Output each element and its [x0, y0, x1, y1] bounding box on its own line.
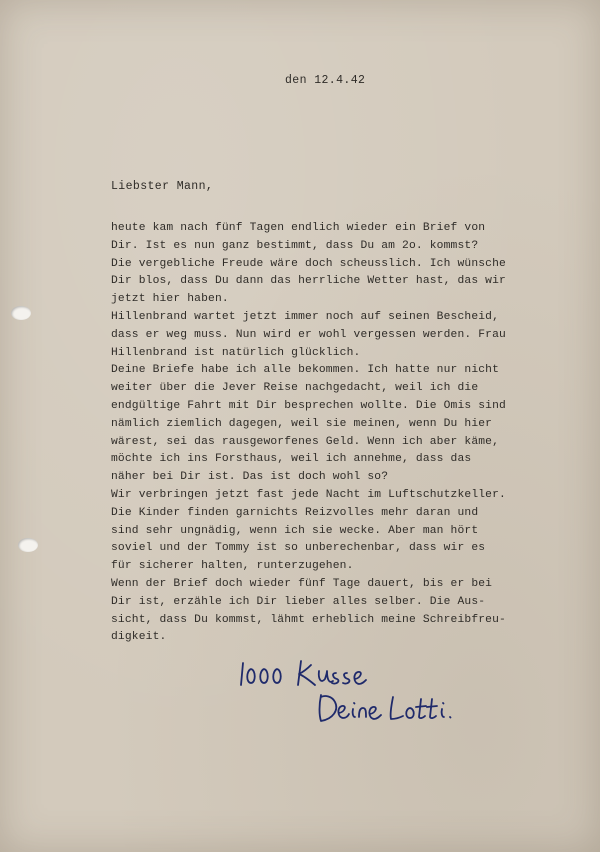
body-line: weiter über die Jever Reise nachgedacht, weil ich die: [111, 382, 479, 395]
body-line: Hillenbrand ist natürlich glücklich.: [111, 346, 361, 359]
body-line: Die vergebliche Freude wäre doch scheusslich. Ich wünsche: [111, 257, 506, 270]
body-line: endgültige Fahrt mit Dir besprechen wollte. Die Omis sind: [111, 399, 506, 412]
body-line: nämlich ziemlich dagegen, weil sie meinen, wenn Du hier: [111, 417, 493, 430]
body-line: Dir ist, erzähle ich Dir lieber alles selber. Die Aus-: [111, 595, 486, 608]
body-line: jetzt hier haben.: [111, 293, 229, 306]
punch-hole-upper: [11, 306, 31, 320]
body-line: Wir verbringen jetzt fast jede Nacht im Luftschutzkeller.: [111, 488, 506, 501]
body-line: näher bei Dir ist. Das ist doch wohl so?: [111, 471, 389, 484]
body-line: Die Kinder finden garnichts Reizvolles mehr daran und: [111, 506, 479, 519]
body-line: sicht, dass Du kommst, lähmt erheblich meine Schreibfreu-: [111, 613, 506, 626]
body-line: möchte ich ins Forsthaus, weil ich annehme, dass das: [111, 453, 472, 466]
letter-date: den 12.4.42: [285, 74, 366, 87]
punch-hole-lower: [18, 538, 38, 552]
body-line: Wenn der Brief doch wieder fünf Tage dauert, bis er bei: [111, 577, 493, 590]
body-line: wärest, sei das rausgeworfenes Geld. Wenn ich aber käme,: [111, 435, 500, 448]
body-line: heute kam nach fünf Tagen endlich wieder ein Brief von: [111, 222, 486, 234]
body-line: Dir blos, dass Du dann das herrliche Wetter hast, das wir: [111, 275, 506, 288]
body-line: sind sehr ungnädig, wenn ich sie wecke. Aber man hört: [111, 524, 479, 537]
body-line: für sicherer halten, runterzugehen.: [111, 560, 354, 573]
body-line: Hillenbrand wartet jetzt immer noch auf seinen Bescheid,: [111, 310, 500, 323]
body-line: dass er weg muss. Nun wird er wohl vergessen werden. Frau: [111, 328, 506, 341]
body-line: Deine Briefe habe ich alle bekommen. Ich hatte nur nicht: [111, 364, 500, 377]
letter-salutation: Liebster Mann,: [111, 180, 214, 193]
body-line: soviel und der Tommy ist so unberechenbar, dass wir es: [111, 542, 486, 555]
letter-body: [111, 220, 551, 647]
body-line: digkeit.: [111, 631, 167, 644]
handwritten-signature: [235, 655, 475, 725]
body-line: Dir. Ist es nun ganz bestimmt, dass Du am 2o. kommst?: [111, 239, 479, 252]
